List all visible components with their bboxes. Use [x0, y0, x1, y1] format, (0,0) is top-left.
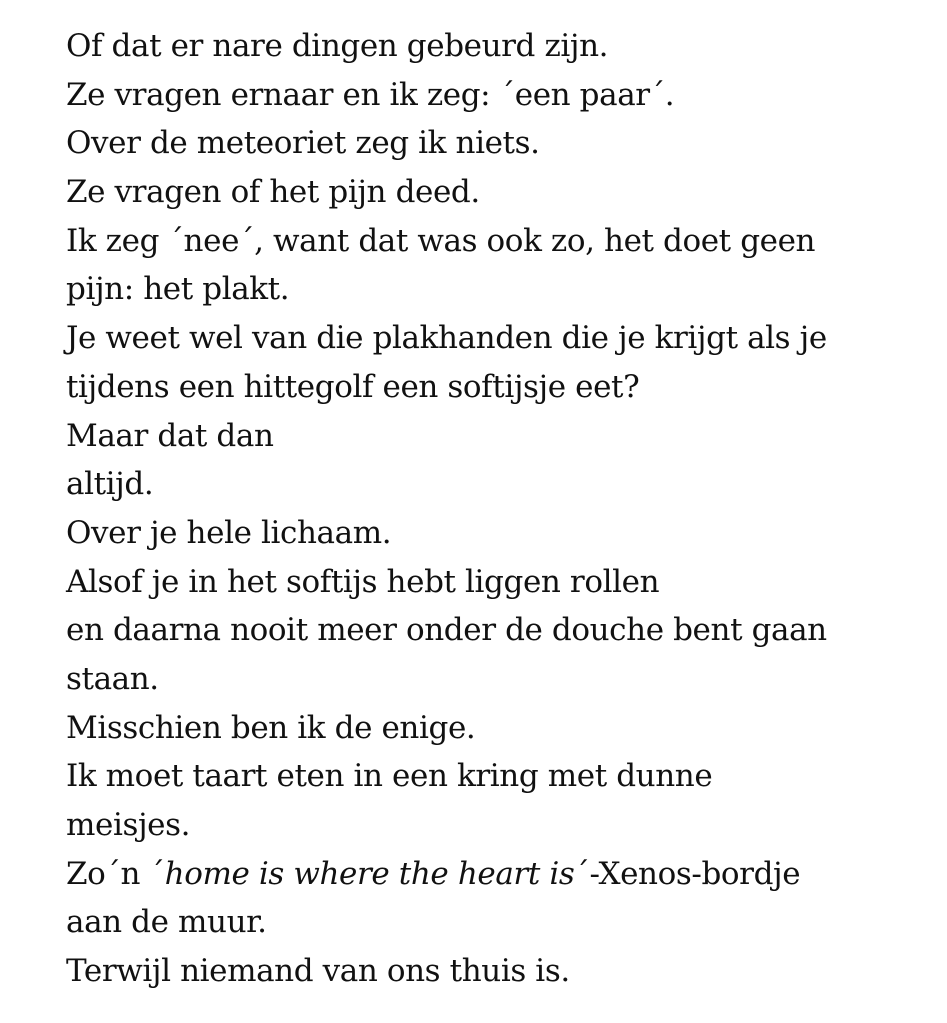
- quote-italic: home is where the heart is: [164, 855, 575, 892]
- quote-suffix: ´-Xenos-bordje: [574, 855, 801, 892]
- poem-line: Ze vragen ernaar en ik zeg: ´een paar´.: [66, 76, 675, 113]
- poem-line: Alsof je in het softijs hebt liggen rollen: [66, 563, 660, 600]
- poem-line: Terwijl niemand van ons thuis is.: [66, 953, 570, 990]
- poem-line: Over je hele lichaam.: [66, 514, 392, 551]
- poem-line: tijdens een hittegolf een softijsje eet?: [66, 368, 640, 405]
- poem-line: Ik moet taart eten in een kring met dunne: [66, 758, 713, 795]
- poem-line: meisjes.: [66, 807, 191, 843]
- poem-line: aan de muur.: [66, 904, 267, 941]
- poem-line: staan.: [66, 660, 159, 697]
- poem-line: altijd.: [66, 466, 154, 503]
- poem-line: Ik zeg ´nee´, want dat was ook zo, het doet geen: [66, 222, 816, 259]
- poem-line: Maar dat dan: [66, 417, 274, 454]
- poem-line: Misschien ben ik de enige.: [66, 709, 476, 746]
- poem-line: Of dat er nare dingen gebeurd zijn.: [66, 28, 609, 64]
- poem-line: en daarna nooit meer onder de douche bent gaan: [66, 612, 827, 649]
- poem-line-quote: [66, 850, 926, 899]
- quote-prefix: Zo´n ´: [66, 855, 165, 892]
- poem-line: Je weet wel van die plakhanden die je krijgt als je: [66, 320, 827, 357]
- poem-text: [66, 22, 926, 996]
- poem-line: Over de meteoriet zeg ik niets.: [66, 125, 540, 162]
- poem-line: pijn: het plakt.: [66, 271, 290, 308]
- poem-line: Ze vragen of het pijn deed.: [66, 174, 480, 211]
